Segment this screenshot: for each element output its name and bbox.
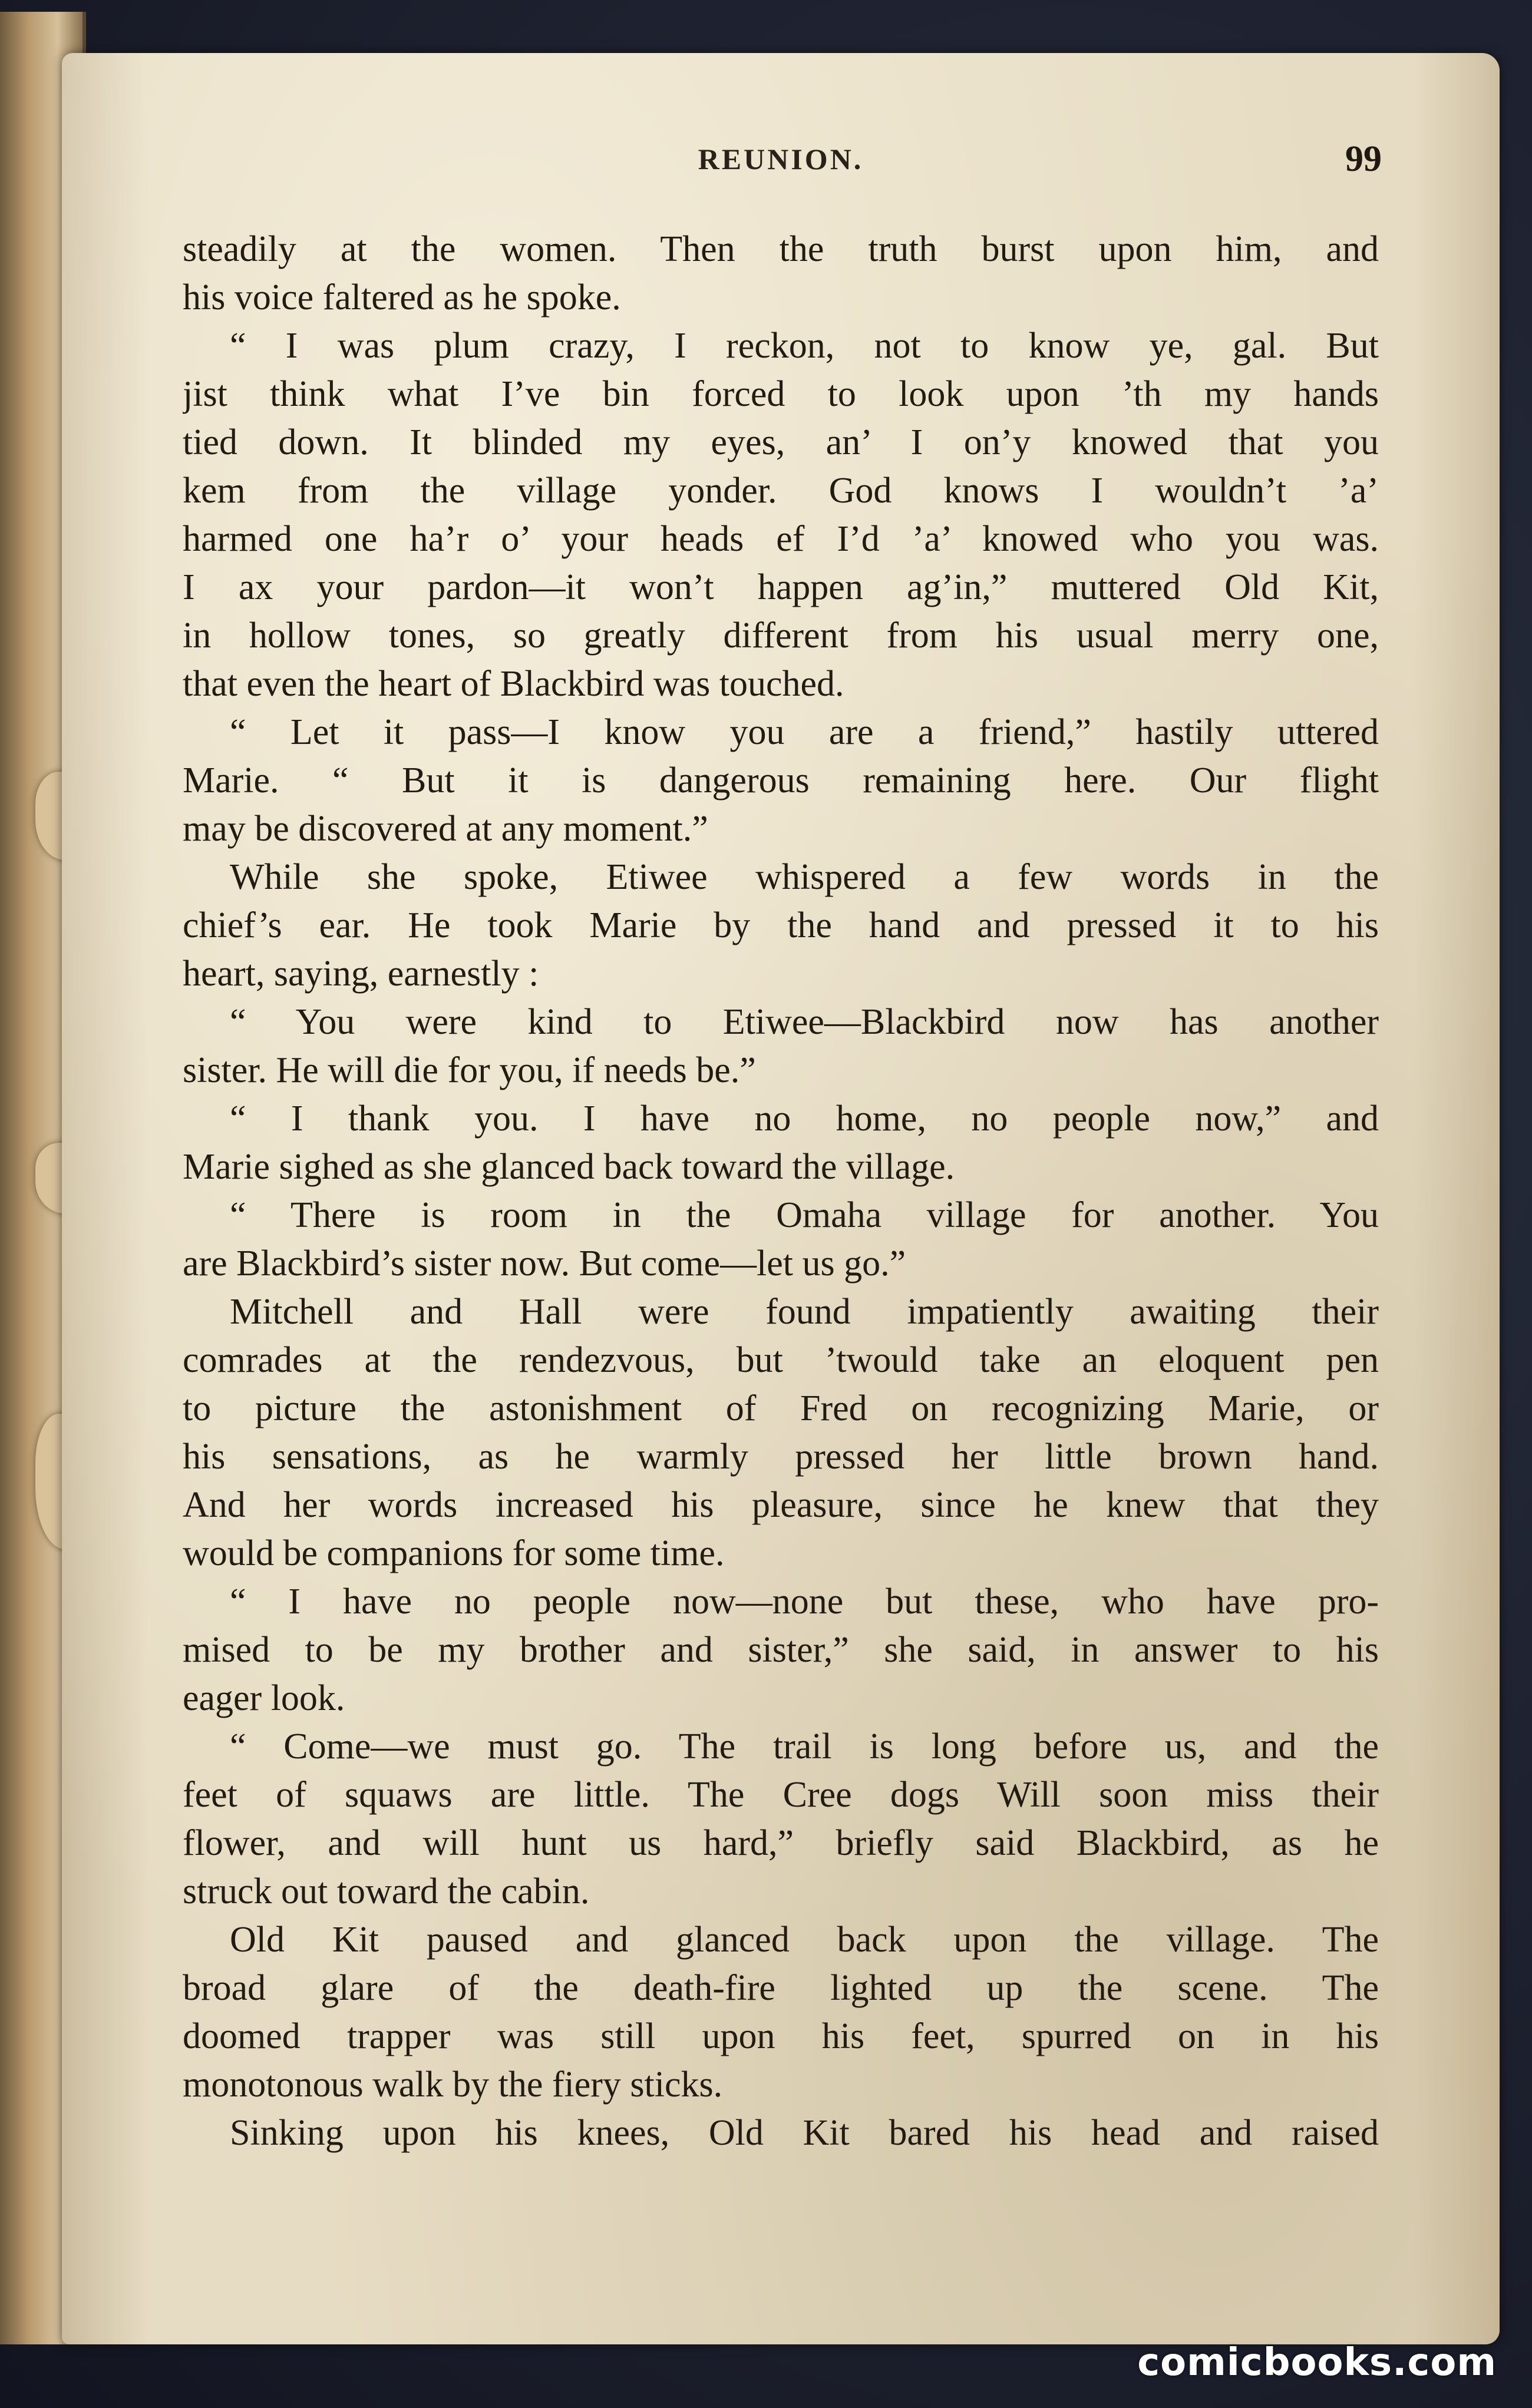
text-line: his voice faltered as he spoke. [183,277,621,317]
text-line: “ You were kind to Etiwee—Blackbird now has another [230,1002,1379,1042]
text-line: “ I have no people now—none but these, who have pro- [230,1582,1379,1622]
text-line: monotonous walk by the fiery sticks. [183,2065,723,2105]
text-line: “ Let it pass—I know you are a friend,” hastily uttered [230,712,1379,752]
text-line: “ There is room in the Omaha village for another. You [230,1195,1379,1235]
text-line: chief’s ear. He took Marie by the hand and pressed it to his [183,905,1379,945]
body-text [183,225,1379,2157]
text-line: sister. He will die for you, if needs be.” [183,1050,756,1090]
text-line: harmed one ha’r o’ your heads ef I’d ’a’ knowed who you was. [183,519,1379,559]
text-line: are Blackbird’s sister now. But come—let us go.” [183,1243,906,1284]
text-line: mised to be my brother and sister,” she said, in answer to his [183,1630,1379,1670]
text-line: in hollow tones, so greatly different from his usual merry one, [183,616,1379,656]
text-line: jist think what I’ve bin forced to look upon ’th my hands [183,374,1379,414]
text-line: may be discovered at any moment.” [183,809,708,849]
text-line: to picture the astonishment of Fred on recognizing Marie, or [183,1388,1379,1428]
text-line: Sinking upon his knees, Old Kit bared his head and raised [230,2113,1379,2153]
text-line: eager look. [183,1678,345,1718]
text-line: “ I thank you. I have no home, no people now,” and [230,1099,1379,1139]
book-page [62,53,1500,2344]
text-line: struck out toward the cabin. [183,1871,590,1911]
text-line: his sensations, as he warmly pressed her little brown hand. [183,1437,1379,1477]
text-line: steadily at the women. Then the truth burst upon him, and [183,229,1379,269]
text-line: Marie sighed as she glanced back toward the village. [183,1147,955,1187]
text-line: tied down. It blinded my eyes, an’ I on’y knowed that you [183,422,1379,462]
text-line: kem from the village yonder. God knows I wouldn’t ’a’ [183,471,1379,511]
text-line: flower, and will hunt us hard,” briefly said Blackbird, as he [183,1823,1379,1863]
text-line: And her words increased his pleasure, since he knew that they [183,1485,1379,1525]
text-line: Marie. “ But it is dangerous remaining here. Our flight [183,760,1379,801]
text-line: heart, saying, earnestly : [183,954,539,994]
text-line: doomed trapper was still upon his feet, spurred on in his [183,2016,1379,2056]
text-line: I ax your pardon—it won’t happen ag’in,” muttered Old Kit, [183,567,1379,607]
page-number: 99 [1345,139,1382,179]
text-line: would be companions for some time. [183,1533,725,1573]
text-line: feet of squaws are little. The Cree dogs Will soon miss their [183,1775,1379,1815]
text-line: that even the heart of Blackbird was touched. [183,664,844,704]
text-line: While she spoke, Etiwee whispered a few words in the [230,857,1379,897]
text-line: broad glare of the death-fire lighted up the scene. The [183,1968,1379,2008]
text-line: Mitchell and Hall were found impatiently awaiting their [230,1292,1379,1332]
text-line: “ Come—we must go. The trail is long before us, and the [230,1726,1379,1767]
text-line: “ I was plum crazy, I reckon, not to know ye, gal. But [230,326,1379,366]
text-line: Old Kit paused and glanced back upon the village. The [230,1920,1379,1960]
text-line: comrades at the rendezvous, but ’twould take an eloquent pen [183,1340,1379,1380]
watermark-logo: comicbooks.com [1137,2341,1497,2384]
running-head [62,135,1500,183]
chapter-title: REUNION. [698,143,864,176]
